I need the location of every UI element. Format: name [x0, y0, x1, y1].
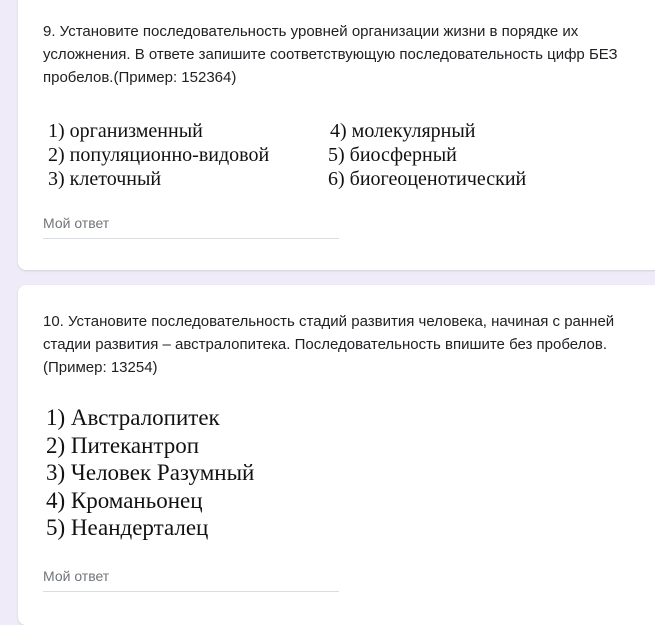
option-10-2: 2) Питекантроп — [46, 433, 200, 458]
option-10-3: 3) Человек Разумный — [46, 460, 255, 485]
option-9-3: 3) клеточный — [48, 168, 162, 190]
question-10-text: 10. Установите последовательность стадий развития человека, начиная с ранней стадии развития – австралопитека. Последовательность впишите без пробелов. (Пример: 13254) — [43, 313, 615, 376]
question-card-9 — [18, 0, 655, 270]
answer-input-9[interactable]: Мой ответ — [43, 215, 110, 231]
option-10-5: 5) Неандерталец — [46, 515, 209, 540]
answer-underline-9 — [43, 238, 339, 239]
answer-underline-10 — [43, 591, 339, 592]
option-9-4: 4) молекулярный — [330, 120, 476, 142]
question-9-text: 9. Установите последовательность уровней организации жизни в порядке их усложнения. В ответе запишите соответствующую последовательность цифр БЕЗ пробелов.(Пример: 152364) — [43, 23, 618, 86]
option-9-6: 6) биогеоценотический — [328, 168, 527, 190]
option-10-1: 1) Австралопитек — [46, 405, 220, 430]
option-10-4: 4) Кроманьонец — [46, 488, 203, 513]
option-9-1: 1) организменный — [48, 120, 203, 142]
answer-input-10[interactable]: Мой ответ — [43, 568, 110, 584]
question-card-10 — [18, 285, 655, 625]
option-9-5: 5) биосферный — [328, 144, 457, 166]
option-9-2: 2) популяционно-видовой — [48, 144, 270, 166]
